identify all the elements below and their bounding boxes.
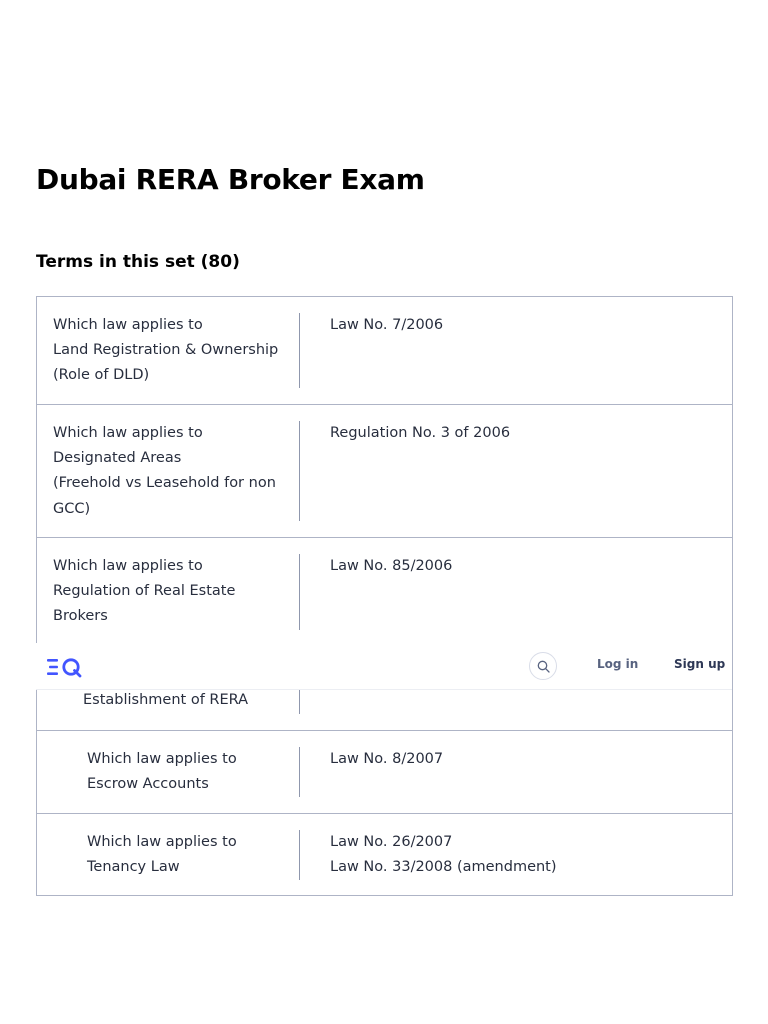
definition-line: Regulation No. 3 of 2006 [330,425,511,441]
term-line: Which law applies to [53,425,203,441]
card-divider [299,421,300,521]
term-line: Which law applies to [87,834,237,850]
flashcard-row [36,730,733,814]
login-link[interactable]: Log in [597,657,639,671]
definition-text [330,554,452,579]
term-line: (Role of DLD) [53,367,150,384]
flashcard-row [36,404,733,538]
definition-line: Law No. 8/2007 [330,751,444,767]
term-line: Which law applies to [87,751,237,767]
term-line: GCC) [53,500,91,517]
term-line: Escrow Accounts [87,776,209,793]
term-line: Which law applies to [53,317,203,333]
flashcard-row [36,537,733,647]
term-text [53,554,285,630]
card-divider [299,554,300,630]
search-button[interactable] [529,652,557,680]
card-divider [299,313,300,388]
definition-line: Law No. 7/2006 [330,317,444,333]
card-divider [299,830,300,880]
term-text [53,421,285,522]
term-line: Establishment of RERA [83,692,249,708]
flashcard-row [36,296,733,405]
terms-count-heading: Terms in this set (80) [36,252,240,272]
term-text [87,747,319,797]
definition-text [330,421,510,446]
quizlet-logo-icon[interactable] [46,655,86,679]
signup-button[interactable]: Sign up [674,657,726,671]
term-text [83,688,315,713]
top-navbar [36,643,732,689]
term-line: Tenancy Law [87,859,180,876]
flashcard-row [36,813,733,896]
search-icon [537,660,550,673]
term-text [53,313,285,389]
card-divider [299,747,300,797]
definition-text [330,313,443,338]
term-line: Which law applies to [53,558,203,574]
definition-text [330,747,443,772]
definition-text [330,830,557,880]
term-line: Brokers [53,608,108,625]
definition-line: Law No. 85/2006 [330,558,453,574]
definition-line: Law No. 26/2007 [330,834,453,850]
term-text [87,830,319,880]
card-divider [299,688,300,714]
term-line: Land Registration & Ownership [53,342,279,359]
definition-line: Law No. 33/2008 (amendment) [330,859,557,876]
page-title: Dubai RERA Broker Exam [36,163,425,196]
term-line: Regulation of Real Estate [53,583,236,600]
term-line: (Freehold vs Leasehold for non [53,475,276,492]
term-line: Designated Areas [53,450,182,467]
